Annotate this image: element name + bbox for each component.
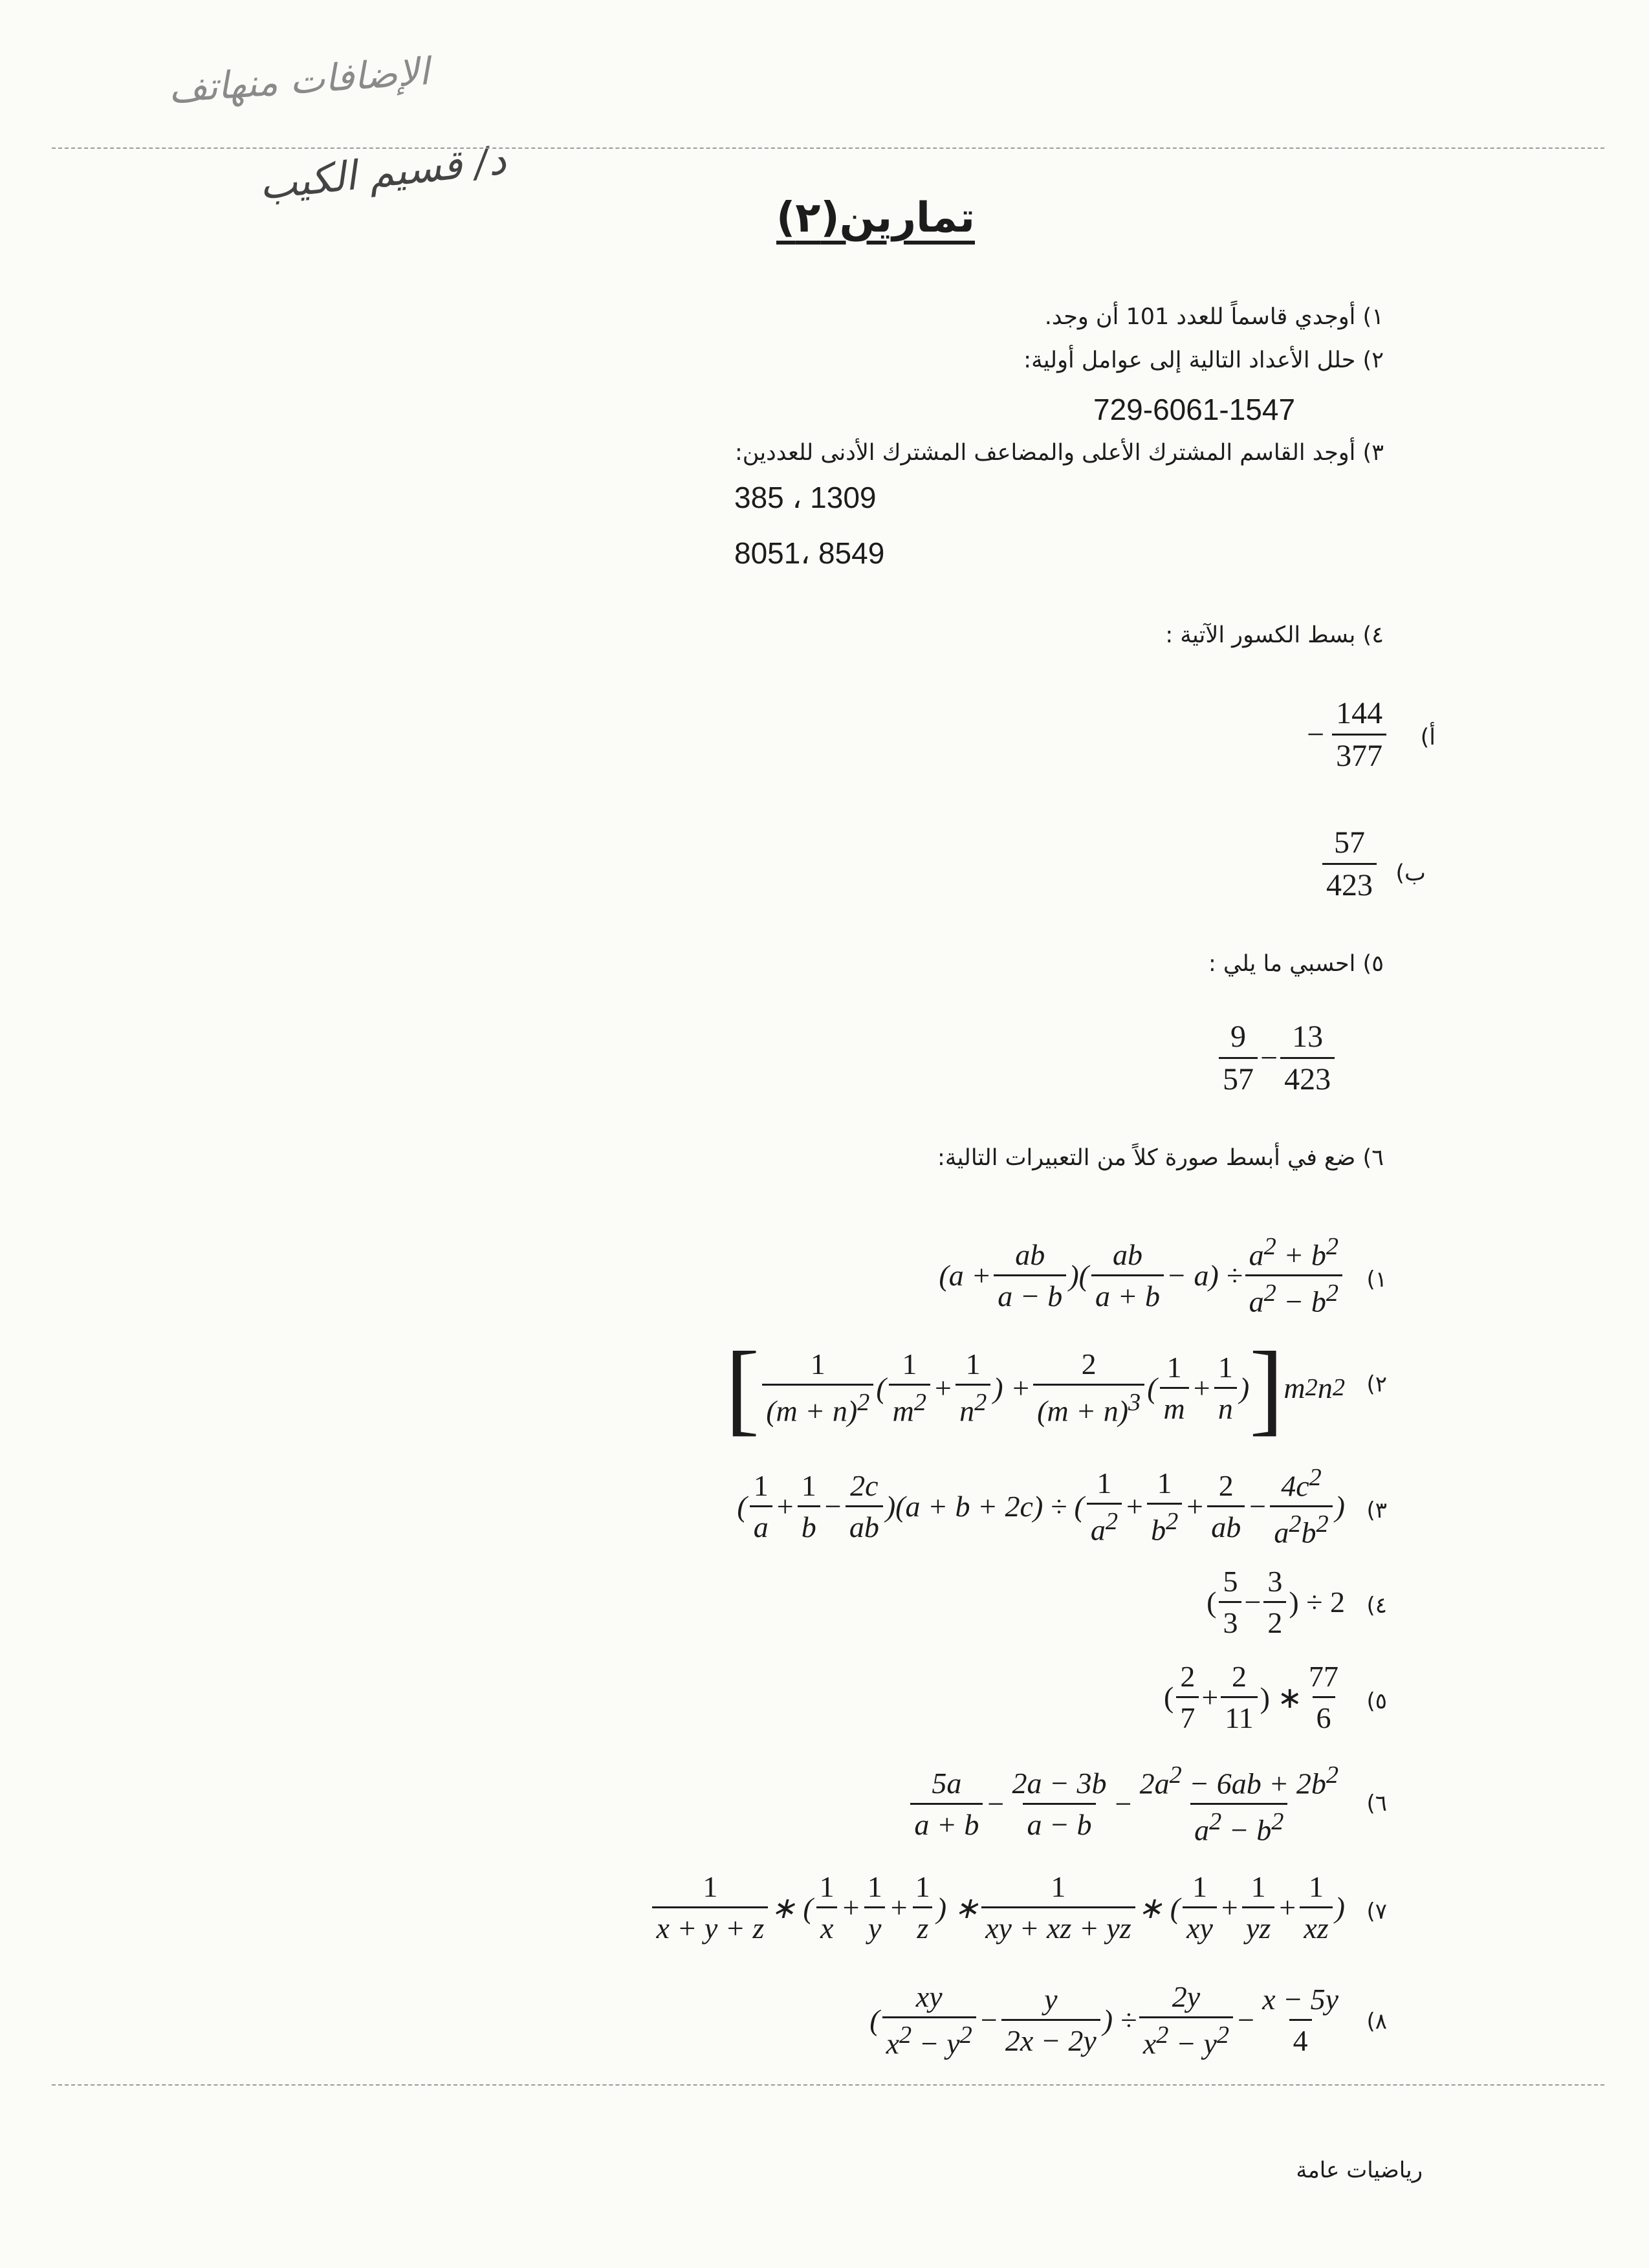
minus-sign: − xyxy=(1307,717,1325,752)
expression-label: ٧) xyxy=(1366,1899,1387,1925)
expression-1: (a + $\frac{ab}{a - b}$ )( $\frac{ab}{a + b}$ − a) ÷ $\frac{a^2 + b^2}{a^2 - b^2}$ xyxy=(939,1232,1345,1319)
expression-3: ( $\frac{1}{a}$ + $\frac{1}{b}$ − $\frac{2c}{ab}$ )(a + b + 2c) ÷ ( $\frac{1}{a^2}$ + $\frac{1}{b^2}$ + $\frac{2}{ab}$ − $\frac{4c^2}{a^2b^2}$ ) xyxy=(737,1464,1345,1549)
expression-label: ٤) xyxy=(1366,1593,1387,1619)
expression-5: ( $\frac{2}{7}$ + $\frac{2}{11}$ ) ∗ $\frac{77}{6}$ xyxy=(1164,1660,1338,1734)
question-2: ٢) حلل الأعداد التالية إلى عوامل أولية: xyxy=(1023,347,1384,373)
question-5: ٥) احسبي ما يلي : xyxy=(1208,951,1384,977)
handwritten-note-bottom: د/ قسيم الكيب xyxy=(257,136,508,209)
top-rule xyxy=(52,147,1604,149)
expression-7: $\frac{1}{x + y + z}$ ∗ ( $\frac{1}{x}$ + $\frac{1}{y}$ + $\frac{1}{z}$ ) ∗ $\frac{1}{xy + xz + yz}$ ∗ ( $\frac{1}{xy}$ + $\frac{1}{yz}$ + $\frac{1}{xz}$ ) xyxy=(650,1870,1345,1945)
expression-label: ٢) xyxy=(1366,1371,1387,1397)
question-4-a-fraction: − $\frac{144}{377}$ xyxy=(1307,695,1389,774)
bottom-rule xyxy=(52,2084,1604,2086)
page-title: تمارين(٢) xyxy=(776,194,975,242)
question-4: ٤) بسط الكسور الآتية : xyxy=(1165,622,1384,648)
expression-label: ٥) xyxy=(1366,1688,1387,1714)
question-6: ٦) ضع في أبسط صورة كلاً من التعبيرات التالية: xyxy=(937,1145,1384,1171)
expression-label: ١) xyxy=(1366,1267,1387,1292)
expression-label: ٨) xyxy=(1366,2009,1387,2034)
expression-label: ٣) xyxy=(1366,1498,1387,1523)
minus-sign: − xyxy=(1260,1041,1278,1075)
question-2-numbers: 729-6061-1547 xyxy=(1093,393,1296,426)
question-1: ١) أوجدي قاسماً للعدد 101 أن وجد. xyxy=(1044,304,1384,330)
expression-label: ٦) xyxy=(1366,1791,1387,1816)
question-4-b-label: ب) xyxy=(1395,860,1426,886)
footer-course-name: رياضيات عامة xyxy=(1296,2157,1423,2183)
question-4-b-fraction: $\frac{57}{423}$ xyxy=(1320,825,1379,903)
handwritten-note-top: الإضافات منهاتف xyxy=(167,49,431,111)
question-3-pair-2: 8051، 8549 xyxy=(734,536,885,570)
question-4-a-label: أ) xyxy=(1420,725,1436,750)
question-3: ٣) أوجد القاسم المشترك الأعلى والمضاعف المشترك الأدنى للعددين: xyxy=(734,440,1384,466)
question-5-expression: $\frac{9}{57}$ − $\frac{13}{423}$ xyxy=(1216,1019,1337,1097)
expression-4: ( $\frac{5}{3}$ − $\frac{3}{2}$ ) ÷ 2 xyxy=(1207,1565,1345,1639)
expression-2: [ $\frac{1}{(m + n)^2}$ ( $\frac{1}{m^2}$ + $\frac{1}{n^2}$ ) + $\frac{2}{(m + n)^3}$ ( $\frac{1}{m}$ + $\frac{1}{n}$ ) ] m 2 n 2 xyxy=(725,1330,1345,1445)
question-3-pair-1: 385 ، 1309 xyxy=(734,481,877,514)
expression-8: ( $\frac{xy}{x^2 - y^2}$ − $\frac{y}{2x - 2y}$ ) ÷ $\frac{2y}{x^2 - y^2}$ − $\frac{x - 5y}{4}$ xyxy=(869,1980,1338,2060)
expression-6: $\frac{5a}{a + b}$ − $\frac{2a - 3b}{a - b}$ − $\frac{2a^2 - 6ab + 2b^2}{a^2 - b^2}$ xyxy=(908,1761,1345,1848)
